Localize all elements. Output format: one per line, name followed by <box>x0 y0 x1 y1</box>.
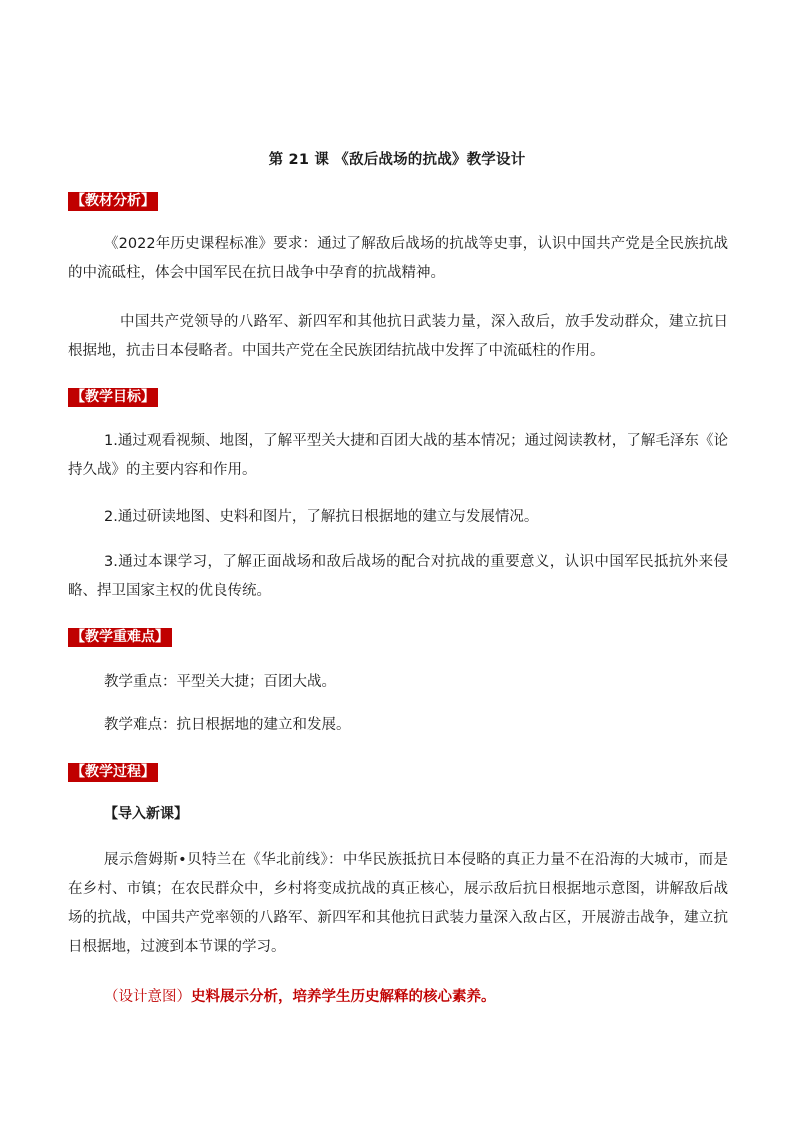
design-intent-text: 史料展示分析，培养学生历史解释的核心素养。 <box>191 989 496 1005</box>
difficult-point: 教学难点：抗日根据地的建立和发展。 <box>104 717 351 733</box>
document-title: 第 21 课 《敌后战场的抗战》教学设计 <box>268 152 526 168</box>
objective-3: 3.通过本课学习，了解正面战场和敌后战场的配合对抗战的重要意义，认识中国军民抵抗外来侵略、捍卫国家主权的优良传统。 <box>68 554 728 599</box>
design-intent <box>104 985 496 1006</box>
section-tag-process: 【教学过程】 <box>68 763 158 782</box>
section-tag-objectives: 【教学目标】 <box>68 388 158 407</box>
key-point: 教学重点：平型关大捷；百团大战。 <box>104 674 336 690</box>
section-tag-keypoints: 【教学重难点】 <box>68 628 172 647</box>
objective-1: 1.通过观看视频、地图，了解平型关大捷和百团大战的基本情况；通过阅读教材，了解毛泽东《论持久战》的主要内容和作用。 <box>68 433 728 478</box>
analysis-paragraph-1: 《2022年历史课程标准》要求：通过了解敌后战场的抗战等史事，认识中国共产党是全民族抗战的中流砥柱，体会中国军民在抗日战争中孕育的抗战精神。 <box>68 236 728 281</box>
analysis-paragraph-2: 中国共产党领导的八路军、新四军和其他抗日武装力量，深入敌后，放手发动群众，建立抗日根据地，抗击日本侵略者。中国共产党在全民族团结抗战中发挥了中流砥柱的作用。 <box>68 314 728 359</box>
objective-2: 2.通过研读地图、史料和图片，了解抗日根据地的建立与发展情况。 <box>104 509 539 525</box>
section-tag-analysis: 【教材分析】 <box>68 192 158 211</box>
intro-paragraph: 展示詹姆斯•贝特兰在《华北前线》：中华民族抵抗日本侵略的真正力量不在沿海的大城市，而是在乡村、市镇；在农民群众中，乡村将变成抗战的真正核心，展示敌后抗日根据地示意图，讲解敌后战场的抗战，中国共产党率领的八路军、新四军和其他抗日武装力量深入敌占区，开展游击战争，建立抗日根据地，过渡到本节课的学习。 <box>68 852 728 955</box>
design-intent-label: （设计意图） <box>104 989 191 1005</box>
intro-heading: 【导入新课】 <box>104 806 188 822</box>
